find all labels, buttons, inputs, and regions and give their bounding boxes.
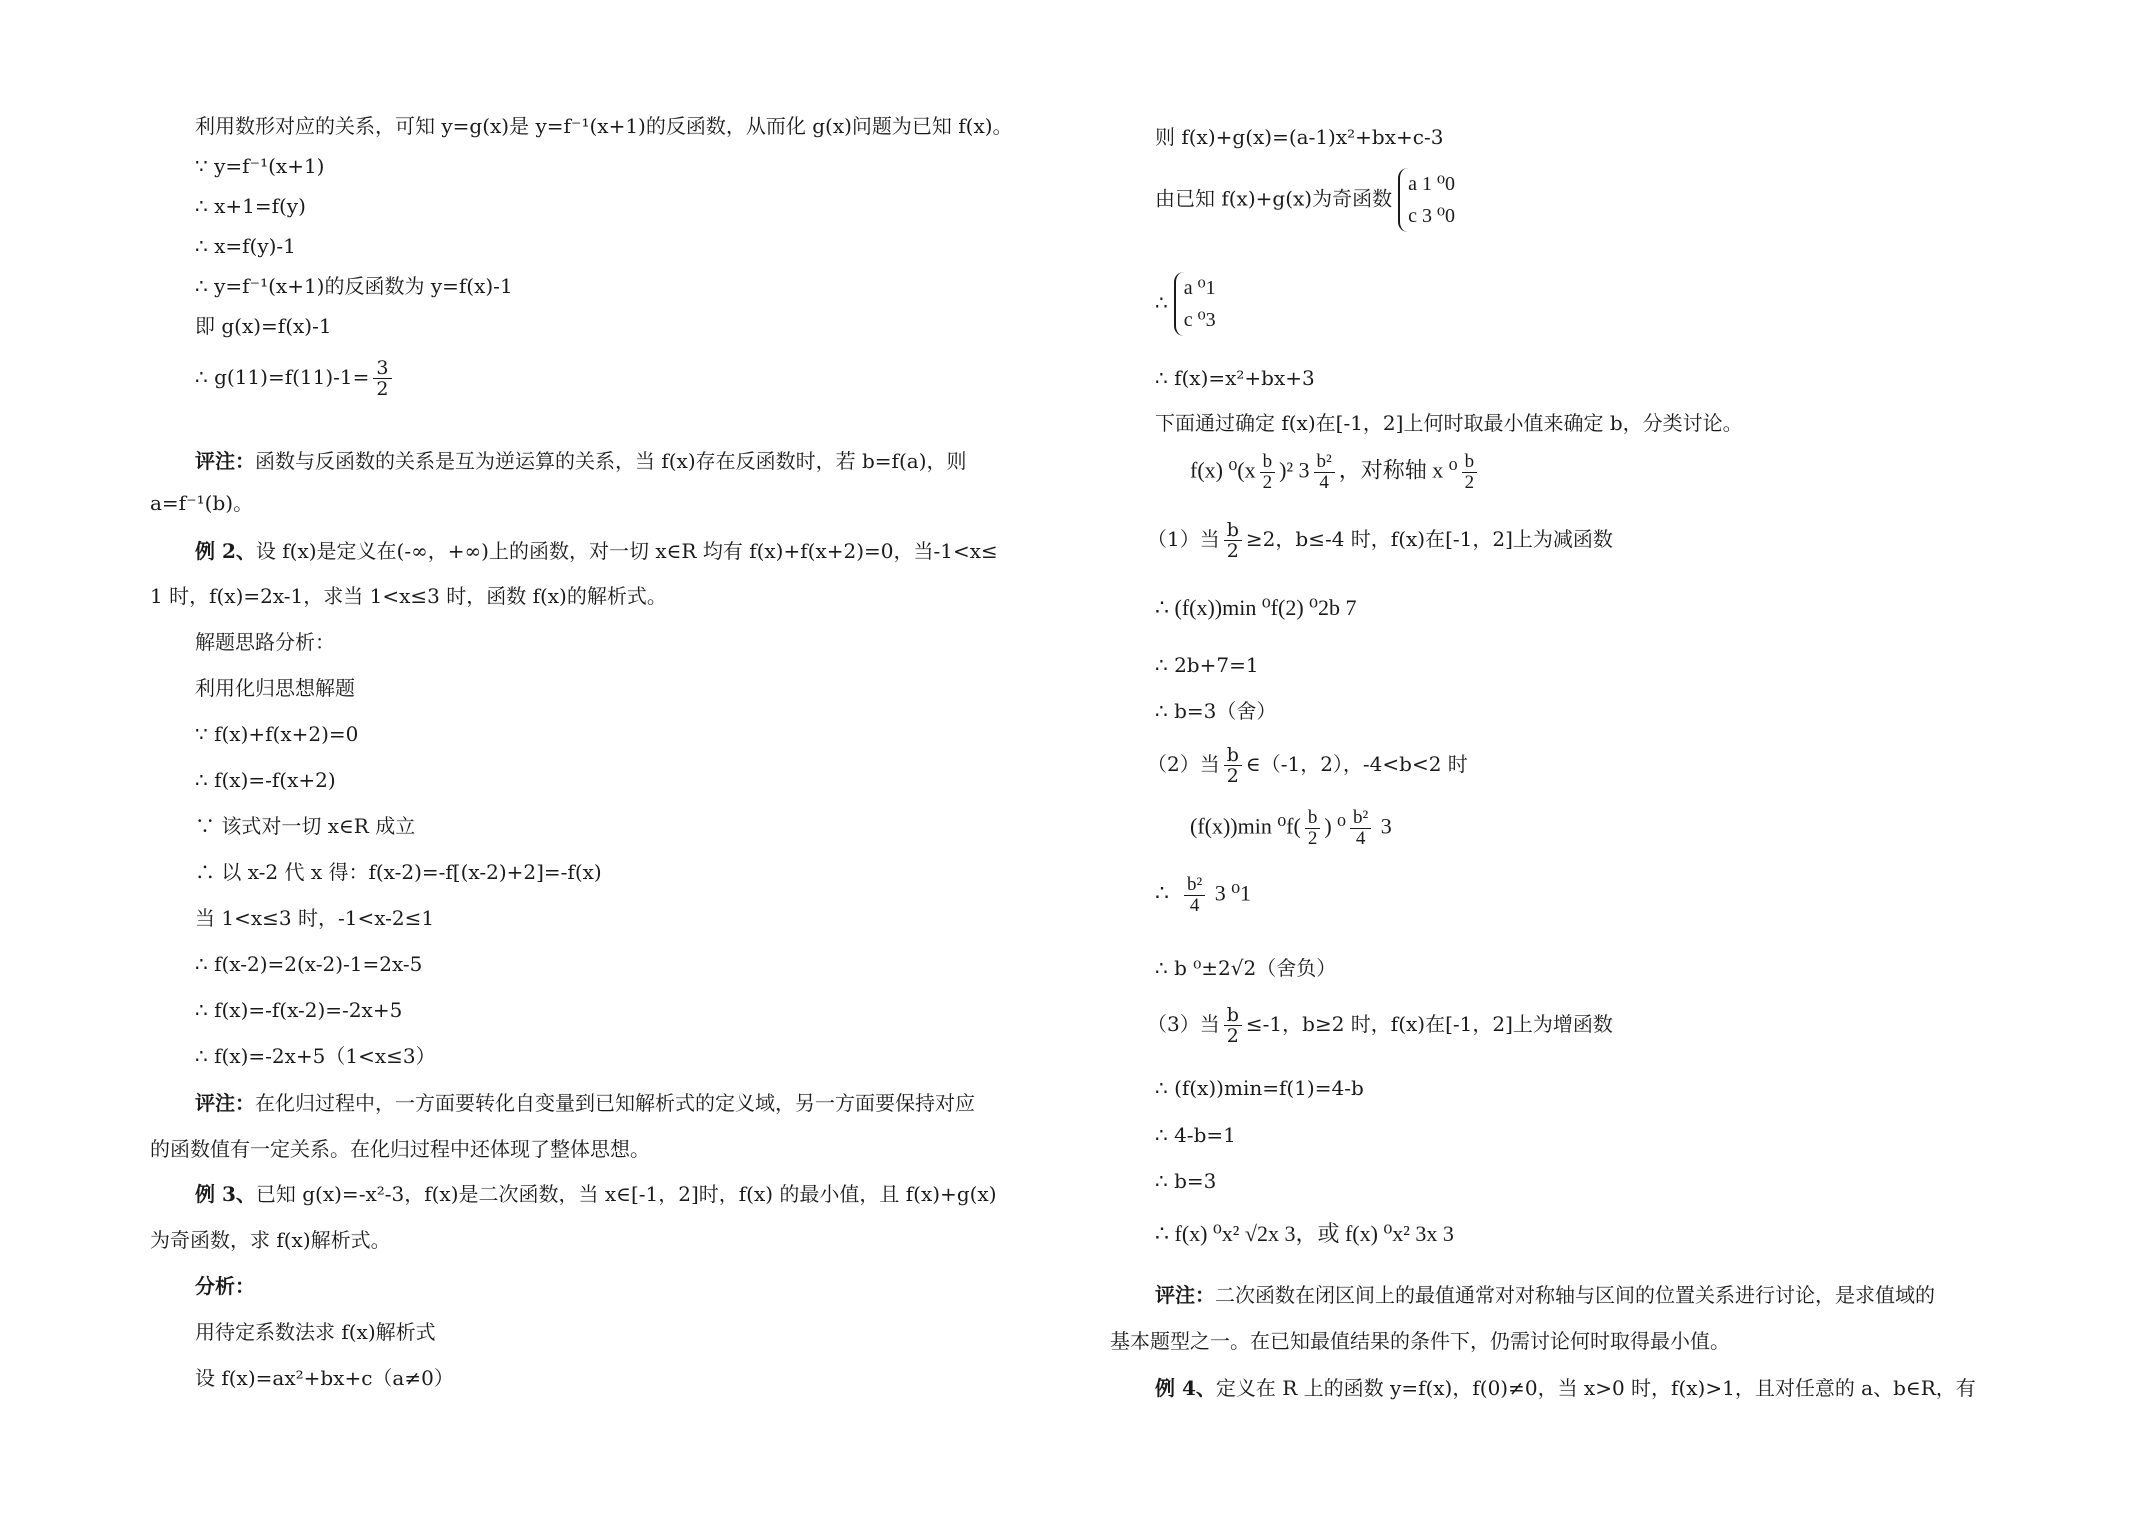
example-heading: 例 3、 [195, 1182, 256, 1206]
example-line [195, 538, 998, 564]
formula-line [195, 358, 396, 399]
text-line: 的函数值有一定关系。在化归过程中还体现了整体思想。 [150, 1137, 650, 1161]
text-line: ∵ f(x)+f(x+2)=0 [195, 722, 359, 746]
case-line: （3）当 $\frac{b}{2}$ ≤-1，b≥2 时，f(x)在[-1，2]上为增函数 [1147, 1004, 1613, 1047]
formula-line: ∴ f(x) ⁰x² √2x 3，或 f(x) ⁰x² 3x 3 [1155, 1221, 1454, 1246]
text-line: a=f⁻¹(b)。 [150, 491, 254, 515]
text-line: 即 g(x)=f(x)-1 [195, 314, 332, 338]
text-line: ∵ 该式对一切 x∈R 成立 [195, 814, 416, 838]
text-line: ∴ f(x-2)=2(x-2)-1=2x-5 [195, 952, 423, 976]
text-line: ∴ 4-b=1 [1155, 1123, 1236, 1147]
system-line [1155, 168, 1455, 232]
example-text: 设 f(x)是定义在(-∞，+∞)上的函数，对一切 x∈R 均有 f(x)+f(x+2)=0，当-1<x≤ [255, 539, 998, 563]
example-heading: 例 2、 [195, 539, 256, 563]
text-line: ∴ 以 x-2 代 x 得：f(x-2)=-f[(x-2)+2]=-f(x) [195, 860, 602, 884]
example-text: 定义在 R 上的函数 y=f(x)，f(0)≠0，当 x>0 时，f(x)>1，且对任意的 a、b∈R，有 [1215, 1376, 1976, 1400]
case-line: （1）当 $\frac{b}{2}$ ≥2，b≤-4 时，f(x)在[-1，2]上为减函数 [1147, 519, 1613, 562]
example-line [195, 1181, 997, 1207]
text-line: ∴ 2b+7=1 [1155, 653, 1259, 677]
example-text: 已知 g(x)=-x²-3，f(x)是二次函数，当 x∈[-1，2]时，f(x) 的最小值，且 f(x)+g(x) [255, 1182, 997, 1206]
text-line: 则 f(x)+g(x)=(a-1)x²+bx+c-3 [1155, 125, 1444, 149]
text-line: 基本题型之一。在已知最值结果的条件下，仍需讨论何时取得最小值。 [1110, 1329, 1730, 1353]
text-line: 利用化归思想解题 [195, 676, 355, 700]
text-line: ∴ x+1=f(y) [195, 194, 306, 218]
case-line: （2）当 $\frac{b}{2}$ ∈（-1，2），-4<b<2 时 [1147, 744, 1468, 787]
text-line: 当 1<x≤3 时，-1<x-2≤1 [195, 906, 435, 930]
text-line: 用待定系数法求 f(x)解析式 [195, 1320, 436, 1344]
comment-text: 函数与反函数的关系是互为逆运算的关系，当 f(x)存在反函数时，若 b=f(a)，则 [255, 449, 967, 473]
text-line: ∴ x=f(y)-1 [195, 234, 296, 258]
equation-system: a ⁰1 c ⁰3 [1174, 272, 1216, 336]
comment-heading: 评注： [1155, 1283, 1215, 1307]
text: ∴ [1155, 290, 1168, 315]
text-line: ∴ b=3 [1155, 1169, 1217, 1193]
formula-line: (f(x))min ⁰f( $\frac{b}{2}$ ) ⁰ $\frac{\text{b²}}{4}$ 3 [1190, 807, 1392, 849]
text-line: ∴ f(x)=x²+bx+3 [1155, 366, 1315, 390]
comment-line [1155, 1282, 1935, 1308]
text-line: ∴ b ⁰±2√2（舍负） [1155, 956, 1337, 980]
text-line: ∴ b=3（舍） [1155, 699, 1277, 723]
text-line: 设 f(x)=ax²+bx+c（a≠0） [195, 1366, 454, 1390]
text: 由已知 f(x)+g(x)为奇函数 [1155, 186, 1393, 211]
text-line: ∴ y=f⁻¹(x+1)的反函数为 y=f(x)-1 [195, 274, 513, 298]
text-line: 解题思路分析： [195, 630, 335, 654]
text-line: 1 时，f(x)=2x-1，求当 1<x≤3 时，函数 f(x)的解析式。 [150, 584, 667, 608]
formula-text: ∴ g(11)=f(11)-1= [195, 365, 370, 389]
comment-heading: 评注： [195, 449, 255, 473]
comment-heading: 评注： [195, 1091, 255, 1115]
equation-system: a 1 ⁰0 c 3 ⁰0 [1398, 168, 1455, 232]
comment-line [195, 1090, 975, 1116]
text-line: ∴ f(x)=-f(x+2) [195, 768, 336, 792]
analysis-heading: 分析： [195, 1274, 255, 1298]
comment-line [195, 448, 967, 474]
comment-text: 二次函数在闭区间上的最值通常对对称轴与区间的位置关系进行讨论，是求值域的 [1215, 1283, 1935, 1307]
example-heading: 例 4、 [1155, 1376, 1216, 1400]
text-line: ∴ f(x)=-f(x-2)=-2x+5 [195, 998, 403, 1022]
example-line [1155, 1375, 1976, 1401]
text-line: ∴ f(x)=-2x+5（1<x≤3） [195, 1044, 436, 1068]
text-line: ∴ (f(x))min=f(1)=4-b [1155, 1076, 1364, 1100]
formula-line: ∴ $\frac{\text{b²}}{4}$ 3 ⁰1 [1155, 874, 1252, 916]
comment-text: 在化归过程中，一方面要转化自变量到已知解析式的定义域，另一方面要保持对应 [255, 1091, 975, 1115]
system-line [1155, 272, 1216, 336]
text-line: ∵ y=f⁻¹(x+1) [195, 154, 325, 178]
formula-line: f(x) ⁰(x $\frac{b}{2}$ )² 3 $\frac{\text{b²}}{4}$ ，对称轴 x ⁰ $\frac{b}{2}$ [1190, 452, 1481, 493]
text-line: 为奇函数，求 f(x)解析式。 [150, 1228, 391, 1252]
formula-line: ∴ (f(x))min ⁰f(2) ⁰2b 7 [1155, 595, 1357, 620]
fraction: $\frac{3}{2}$ [373, 358, 391, 399]
text-line: 利用数形对应的关系，可知 y=g(x)是 y=f⁻¹(x+1)的反函数，从而化 g(x)问题为已知 f(x)。 [195, 114, 1013, 138]
text-line: 下面通过确定 f(x)在[-1，2]上何时取最小值来确定 b，分类讨论。 [1155, 411, 1743, 435]
